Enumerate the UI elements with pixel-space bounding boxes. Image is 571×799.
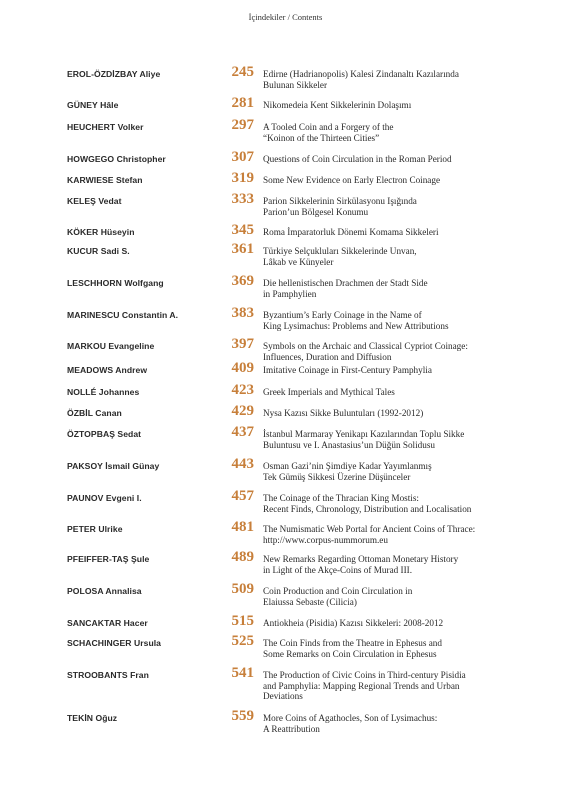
toc-title-line: Influences, Duration and Diffusion	[263, 351, 392, 362]
toc-page-number: 333	[231, 191, 254, 207]
toc-author: KUCUR Sadi S.	[67, 246, 130, 256]
toc-page-number: 429	[231, 403, 254, 419]
toc-author: HOWGEGO Christopher	[67, 154, 166, 164]
toc-title-line: Questions of Coin Circulation in the Roman Period	[263, 154, 452, 164]
toc-page-number: 489	[231, 549, 254, 565]
toc-title-line: Greek Imperials and Mythical Tales	[263, 387, 395, 397]
toc-title-line: Bulunan Sikkeler	[263, 79, 328, 90]
toc-page-number: 345	[231, 222, 254, 238]
toc-page-number: 397	[231, 336, 254, 352]
page-header: İçindekiler / Contents	[248, 12, 323, 22]
toc-author: PETER Ulrike	[67, 524, 123, 534]
toc-page-number: 541	[231, 665, 254, 681]
toc-title-line: A Tooled Coin and a Forgery of the	[263, 122, 394, 132]
toc-title-line: More Coins of Agathocles, Son of Lysimachus:	[263, 713, 438, 723]
toc-title	[263, 408, 525, 419]
toc-title	[263, 175, 525, 186]
toc-title	[263, 69, 525, 90]
toc-title	[263, 524, 525, 545]
toc-title-line: New Remarks Regarding Ottoman Monetary History	[263, 554, 459, 564]
toc-title	[263, 100, 525, 111]
toc-title-line: in Pamphylien	[263, 288, 317, 299]
toc-title-line: Symbols on the Archaic and Classical Cypriot Coinage:	[263, 341, 468, 351]
toc-title-line: Deviations	[263, 691, 303, 702]
toc-title-line: Lâkab ve Künyeler	[263, 256, 334, 267]
toc-title-line: Antiokheia (Pisidia) Kazısı Sikkeleri: 2008-2012	[263, 618, 444, 628]
toc-title-line: Elaiussa Sebaste (Cilicia)	[263, 596, 357, 607]
toc-page-number: 525	[231, 633, 254, 649]
toc-title	[263, 493, 525, 514]
toc-title	[263, 429, 525, 450]
toc-author: KARWIESE Stefan	[67, 175, 143, 185]
toc-title-line: Die hellenistischen Drachmen der Stadt Side	[263, 278, 428, 288]
toc-author: ÖZTOPBAŞ Sedat	[67, 429, 142, 439]
toc-title	[263, 670, 525, 702]
toc-page-number: 409	[231, 360, 254, 376]
toc-page-number: 297	[231, 117, 254, 133]
toc-page-number: 481	[231, 519, 254, 535]
toc-title-line: Some Remarks on Coin Circulation in Ephesus	[263, 648, 437, 659]
toc-title-line: Recent Finds, Chronology, Distribution and Localisation	[263, 503, 472, 514]
toc-author: HEUCHERT Volker	[67, 122, 144, 132]
toc-title-line: Nikomedeia Kent Sikkelerinin Dolaşımı	[263, 100, 412, 110]
toc-title-line: A Reattribution	[263, 723, 320, 734]
toc-page-number: 281	[231, 95, 254, 111]
toc-title-line: King Lysimachus: Problems and New Attributions	[263, 320, 449, 331]
toc-title-line: Parion’un Bölgesel Konumu	[263, 206, 369, 217]
toc-title-line: Coin Production and Coin Circulation in	[263, 586, 413, 596]
toc-title-line: İstanbul Marmaray Yenikapı Kazılarından Toplu Sikke	[263, 429, 465, 439]
toc-author: MARINESCU Constantin A.	[67, 310, 179, 320]
toc-page-number: 457	[231, 488, 254, 504]
toc-title	[263, 246, 525, 267]
toc-title-line: Parion Sikkelerinin Sirkülasyonu Işığında	[263, 196, 417, 206]
toc-title	[263, 154, 525, 165]
toc-author: LESCHHORN Wolfgang	[67, 278, 164, 288]
toc-title-line: Byzantium’s Early Coinage in the Name of	[263, 310, 422, 320]
toc-title-line: Some New Evidence on Early Electron Coinage	[263, 175, 441, 185]
toc-title-line: Türkiye Selçukluları Sikkelerinde Unvan,	[263, 246, 417, 256]
toc-title-line: The Numismatic Web Portal for Ancient Coins of Thrace:	[263, 524, 476, 534]
toc-author: KÖKER Hüseyin	[67, 227, 135, 237]
toc-title	[263, 278, 525, 299]
toc-title-line: The Production of Civic Coins in Third-century Pisidia	[263, 670, 466, 680]
toc-title	[263, 387, 525, 398]
toc-author: ÖZBİL Canan	[67, 408, 122, 418]
toc-title	[263, 227, 525, 238]
toc-title	[263, 713, 525, 734]
toc-title-line: http://www.corpus-nummorum.eu	[263, 534, 388, 545]
toc-author: NOLLÉ Johannes	[67, 387, 140, 397]
toc-author: PFEIFFER-TAŞ Şule	[67, 554, 150, 564]
toc-author: SCHACHINGER Ursula	[67, 638, 162, 648]
toc-title-line: Tek Gümüş Sikkesi Üzerine Düşünceler	[263, 471, 411, 482]
toc-title	[263, 122, 525, 143]
toc-page-number: 559	[231, 708, 254, 724]
toc-author: KELEŞ Vedat	[67, 196, 122, 206]
toc-title	[263, 638, 525, 659]
toc-author: POLOSA Annalisa	[67, 586, 142, 596]
toc-author: SANCAKTAR Hacer	[67, 618, 148, 628]
toc-page-number: 361	[231, 241, 254, 257]
toc-title	[263, 461, 525, 482]
toc-title-line: Buluntusu ve I. Anastasius’un Düğün Solidusu	[263, 439, 436, 450]
toc-title-line: Nysa Kazısı Sikke Buluntuları (1992-2012)	[263, 408, 424, 418]
toc-author: MARKOU Evangeline	[67, 341, 155, 351]
toc-author: TEKİN Oğuz	[67, 713, 118, 723]
toc-page-number: 423	[231, 382, 254, 398]
toc-author: EROL-ÖZDİZBAY Aliye	[67, 69, 161, 79]
toc-author: MEADOWS Andrew	[67, 365, 148, 375]
toc-title-line: and Pamphylia: Mapping Regional Trends and Urban	[263, 680, 460, 691]
toc-title	[263, 310, 525, 331]
toc-page-number: 369	[231, 273, 254, 289]
toc-page-number: 443	[231, 456, 254, 472]
toc-title	[263, 586, 525, 607]
toc-title	[263, 554, 525, 575]
toc-title-line: Edirne (Hadrianopolis) Kalesi Zindanaltı Kazılarında	[263, 69, 459, 79]
toc-title-line: The Coinage of the Thracian King Mostis:	[263, 493, 419, 503]
toc-title	[263, 196, 525, 217]
toc-author: STROOBANTS Fran	[67, 670, 149, 680]
toc-author: PAUNOV Evgeni I.	[67, 493, 142, 503]
toc-page-number: 245	[231, 64, 254, 80]
toc-page-number: 319	[231, 170, 254, 186]
toc-title	[263, 365, 525, 376]
toc-title-line: Roma İmparatorluk Dönemi Komama Sikkeleri	[263, 227, 439, 237]
toc-title-line: in Light of the Akçe-Coins of Murad III.	[263, 564, 413, 575]
toc-page-number: 383	[231, 305, 254, 321]
toc-page-number: 509	[231, 581, 254, 597]
toc-page-number: 515	[231, 613, 254, 629]
toc-title-line: Imitative Coinage in First-Century Pamphylia	[263, 365, 432, 375]
toc-author: GÜNEY Hâle	[67, 100, 119, 110]
toc-title	[263, 618, 525, 629]
toc-author: PAKSOY İsmail Günay	[67, 461, 160, 471]
toc-title	[263, 341, 525, 362]
toc-title-line: The Coin Finds from the Theatre in Ephesus and	[263, 638, 442, 648]
toc-title-line: Osman Gazi’nin Şimdiye Kadar Yayımlanmış	[263, 461, 432, 471]
toc-title-line: “Koinon of the Thirteen Cities”	[263, 132, 380, 143]
toc-page-number: 437	[231, 424, 254, 440]
toc-page-number: 307	[231, 149, 254, 165]
